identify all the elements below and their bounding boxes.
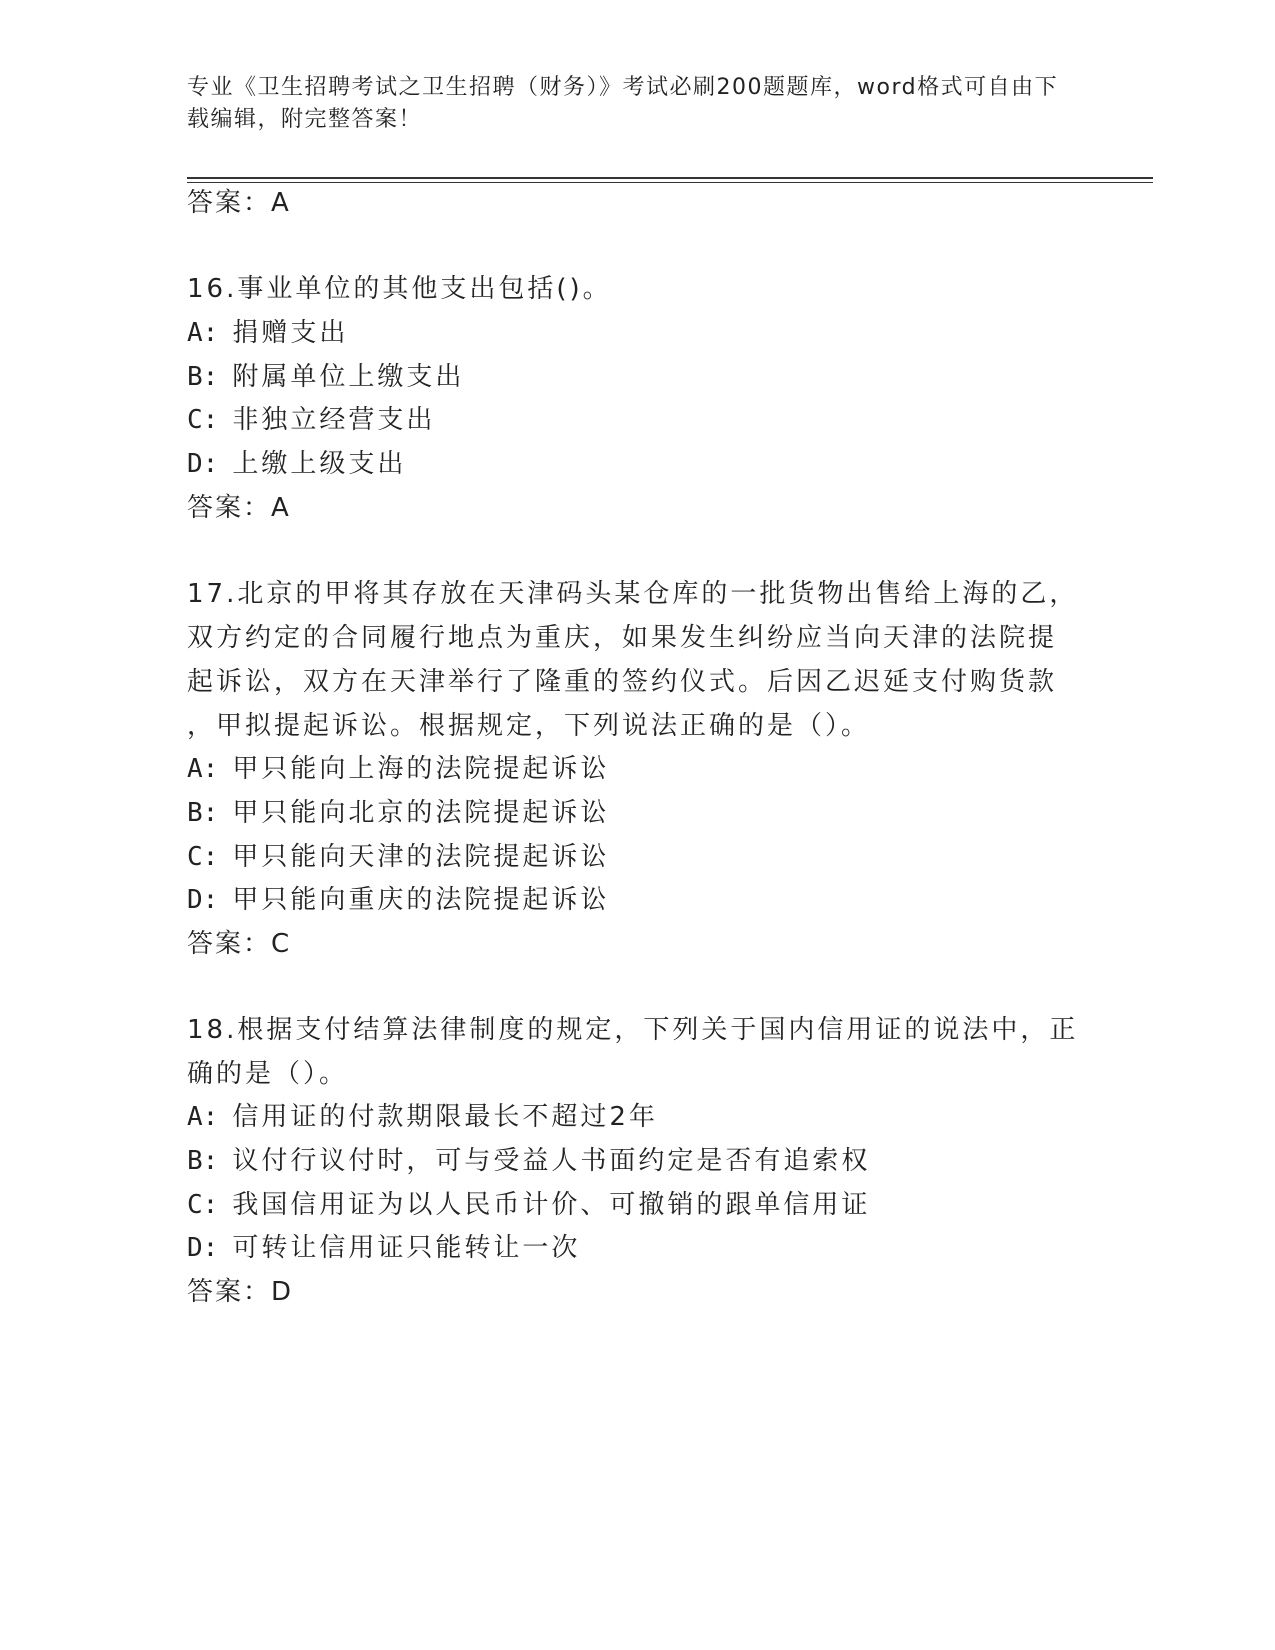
- question-17-option-c: [187, 840, 609, 874]
- option-key: A:: [187, 1102, 219, 1132]
- option-key: A:: [187, 318, 219, 348]
- question-18-stem-line-2: 确的是（）。: [187, 1059, 349, 1089]
- option-key: B:: [187, 362, 219, 392]
- question-18-option-a: [187, 1100, 658, 1134]
- answer-value: C: [271, 929, 292, 959]
- header-divider: [187, 177, 1153, 183]
- question-17-stem-line-4: ，甲拟提起诉讼。根据规定，下列说法正确的是（）。: [187, 711, 871, 741]
- question-16-answer: [187, 491, 291, 525]
- option-key: D:: [187, 1233, 219, 1263]
- option-text: 捐赠支出: [232, 318, 349, 348]
- question-16-stem-line-1: 16.事业单位的其他支出包括()。: [187, 274, 612, 304]
- question-18-stem-line-1: 18.根据支付结算法律制度的规定，下列关于国内信用证的说法中，正: [187, 1015, 1079, 1045]
- option-text: 附属单位上缴支出: [232, 362, 465, 392]
- option-text: 可转让信用证只能转让一次: [232, 1233, 581, 1263]
- option-text: 上缴上级支出: [232, 449, 407, 479]
- option-key: D:: [187, 885, 219, 915]
- option-key: A:: [187, 754, 219, 784]
- option-text: 信用证的付款期限最长不超过2年: [232, 1102, 658, 1132]
- option-key: C:: [187, 842, 219, 872]
- prev-answer-line: [187, 186, 291, 220]
- question-17-answer: [187, 927, 291, 961]
- question-18-option-c: [187, 1188, 870, 1222]
- document-header-title: 专业《卫生招聘考试之卫生招聘（财务）》考试必刷200题题库，word格式可自由下载编辑，附完整答案！: [187, 75, 1059, 132]
- option-key: B:: [187, 798, 219, 828]
- question-17-stem-line-3: 起诉讼，双方在天津举行了隆重的签约仪式。后因乙迟延支付购货款: [187, 667, 1058, 697]
- option-text: 非独立经营支出: [232, 405, 436, 435]
- option-key: C:: [187, 405, 219, 435]
- question-17-stem-line-2: 双方约定的合同履行地点为重庆，如果发生纠纷应当向天津的法院提: [187, 623, 1058, 653]
- answer-value: A: [271, 188, 291, 218]
- question-18-option-d: [187, 1231, 580, 1265]
- question-17-option-b: [187, 796, 609, 830]
- answer-value: D: [271, 1277, 294, 1307]
- answer-label: 答案：: [187, 493, 272, 523]
- answer-label: 答案：: [187, 1277, 272, 1307]
- option-text: 甲只能向上海的法院提起诉讼: [232, 754, 610, 784]
- answer-label: 答案：: [187, 188, 272, 218]
- question-16-option-a: [187, 316, 348, 350]
- question-16-option-d: [187, 447, 406, 481]
- option-text: 甲只能向北京的法院提起诉讼: [232, 798, 610, 828]
- question-18-answer: [187, 1275, 293, 1309]
- option-key: B:: [187, 1146, 219, 1176]
- question-17-option-a: [187, 752, 609, 786]
- question-17-option-d: [187, 883, 609, 917]
- question-17-stem-line-1: 17.北京的甲将其存放在天津码头某仓库的一批货物出售给上海的乙，: [187, 579, 1079, 609]
- question-18-option-b: [187, 1144, 870, 1178]
- option-text: 我国信用证为以人民币计价、可撤销的跟单信用证: [232, 1190, 871, 1220]
- answer-label: 答案：: [187, 929, 272, 959]
- option-text: 议付行议付时，可与受益人书面约定是否有追索权: [232, 1146, 871, 1176]
- option-key: C:: [187, 1190, 219, 1220]
- question-16-option-b: [187, 360, 464, 394]
- answer-value: A: [271, 493, 291, 523]
- option-key: D:: [187, 449, 219, 479]
- question-16-option-c: [187, 403, 435, 437]
- option-text: 甲只能向重庆的法院提起诉讼: [232, 885, 610, 915]
- option-text: 甲只能向天津的法院提起诉讼: [232, 842, 610, 872]
